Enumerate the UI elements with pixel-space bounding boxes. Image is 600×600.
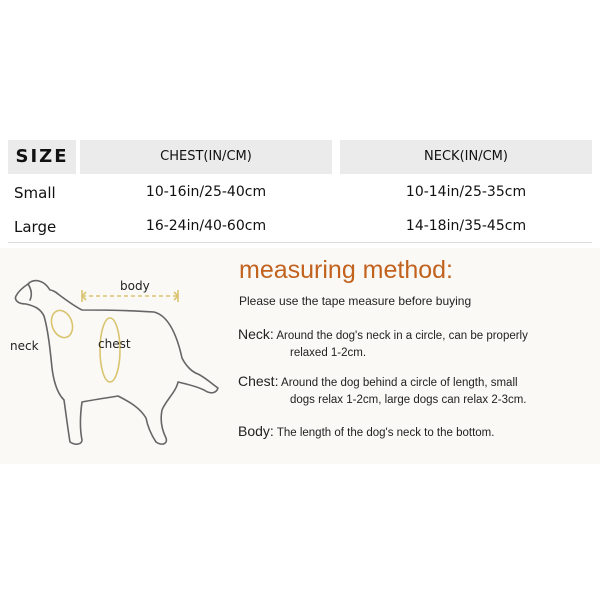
body-desc-line1: The length of the dog's neck to the bottom.	[276, 427, 495, 439]
term-chest: Chest:	[238, 373, 279, 389]
diagram-label-neck: neck	[10, 339, 39, 353]
diagram-label-body: body	[120, 279, 150, 293]
method-subtitle: Please use the tape measure before buying	[239, 294, 472, 308]
dog-outline-icon	[15, 281, 218, 445]
header-size-label: SIZE	[15, 146, 69, 167]
term-body: Body:	[238, 423, 274, 439]
table-row	[8, 174, 592, 208]
diagram-label-chest: chest	[98, 337, 131, 351]
header-neck-label: NECK(IN/CM)	[424, 149, 508, 164]
chest-desc-line1: Around the dog behind a circle of length, small	[281, 377, 518, 389]
size-cell: Large	[14, 218, 57, 236]
table-row	[8, 208, 592, 242]
measuring-info-panel	[0, 248, 600, 464]
chest-desc-line2: dogs relax 1-2cm, large dogs can relax 2-3cm.	[290, 394, 527, 406]
method-title: measuring method:	[239, 256, 454, 284]
method-body	[238, 423, 594, 442]
header-chest-label: CHEST(IN/CM)	[160, 149, 252, 164]
chest-cell: 10-16in/25-40cm	[145, 184, 267, 200]
neck-cell: 10-14in/25-35cm	[405, 184, 527, 200]
size-table-header	[8, 140, 592, 174]
method-chest	[238, 373, 594, 409]
table-divider	[8, 242, 592, 243]
term-neck: Neck:	[238, 326, 274, 342]
neck-desc-line2: relaxed 1-2cm.	[290, 347, 367, 359]
neck-measure-loop	[48, 307, 76, 340]
size-table	[8, 140, 592, 242]
dog-measurement-diagram	[6, 268, 228, 450]
chest-cell: 16-24in/40-60cm	[145, 218, 267, 234]
method-neck	[238, 326, 594, 362]
neck-cell: 14-18in/35-45cm	[405, 218, 527, 234]
neck-desc-line1: Around the dog's neck in a circle, can be properly	[276, 330, 528, 342]
header-size	[8, 140, 76, 174]
header-neck	[340, 140, 592, 174]
header-chest	[80, 140, 332, 174]
size-cell: Small	[14, 184, 56, 202]
